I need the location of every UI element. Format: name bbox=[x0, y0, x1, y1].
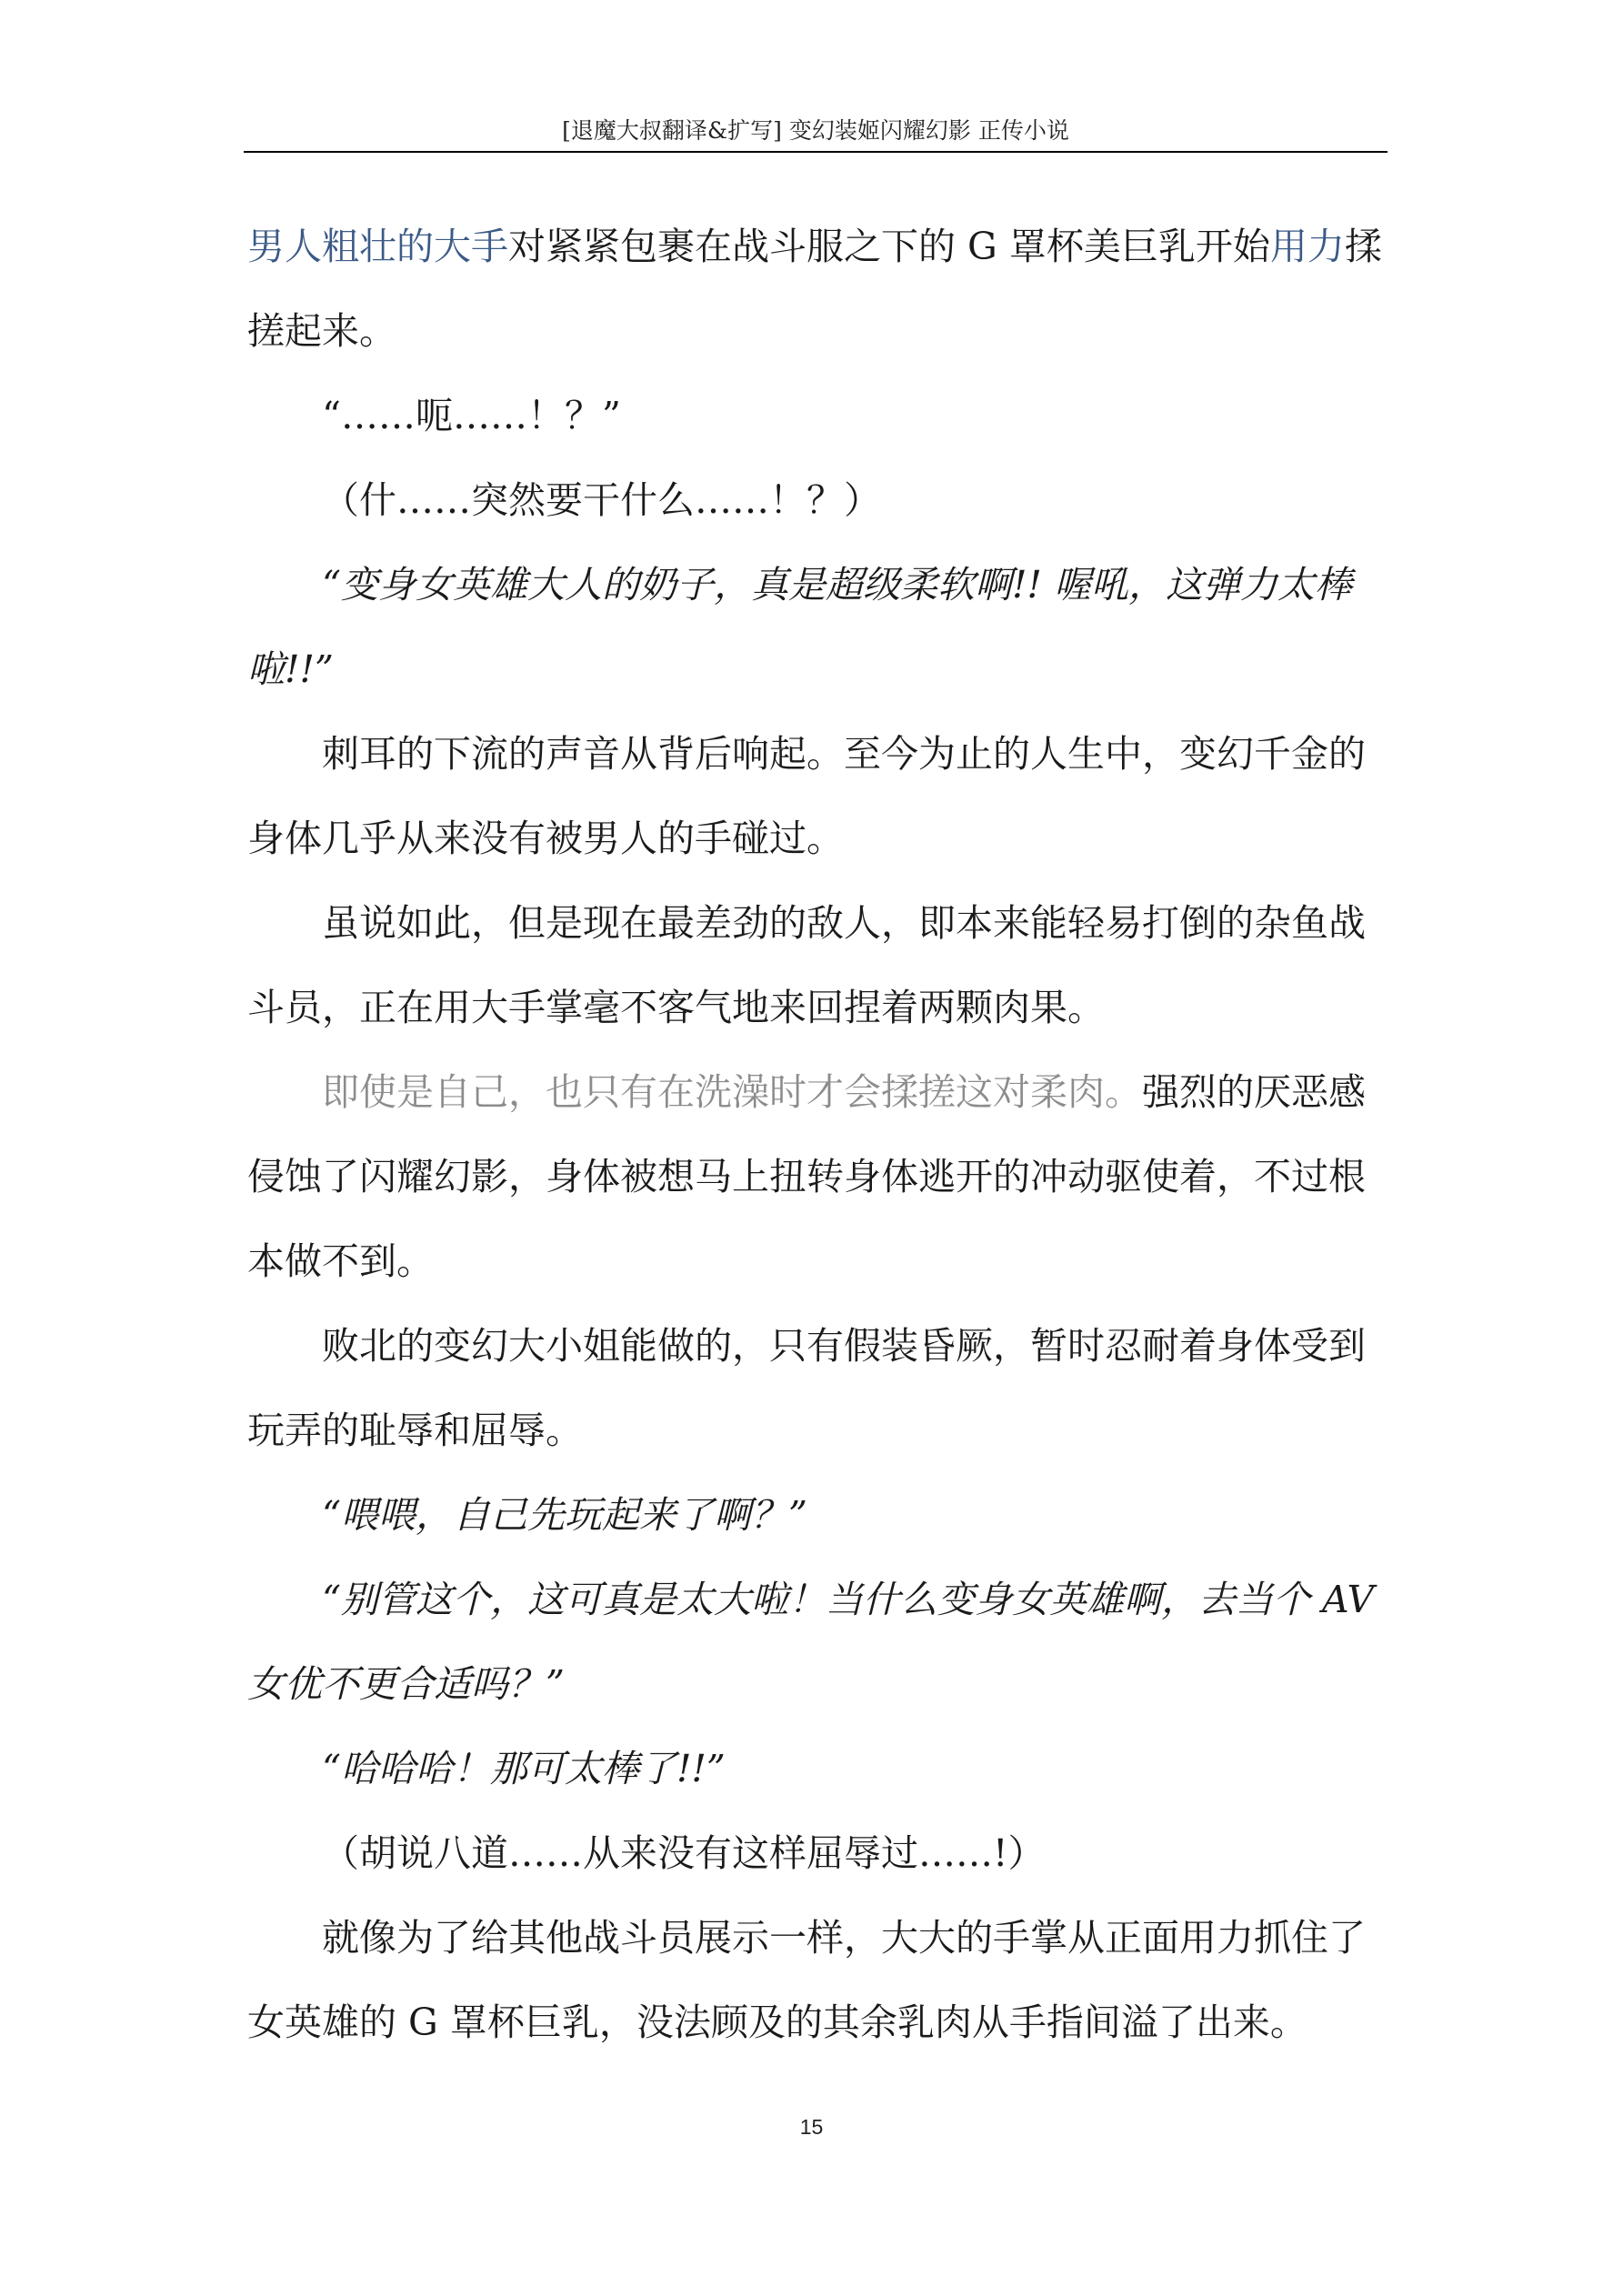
paragraph-10: “别管这个，这可真是太大啦！当什么变身女英雄啊，去当个 AV 女优不更合适吗？” bbox=[247, 1578, 1375, 1706]
paragraph-13: 就像为了给其他战斗员展示一样，大大的手掌从正面用力抓住了女英雄的 G 罩杯巨乳，没法顾及的其余乳肉从手指间溢了出来。 bbox=[247, 1916, 1366, 2044]
paragraph-text: 强烈的厌恶感侵蚀了闪耀幻影，身体被想马上扭转身体逃开的冲动驱使着，不过根本做不到。 bbox=[247, 1070, 1366, 1283]
paragraph-5: 刺耳的下流的声音从背后响起。至今为止的人生中，变幻千金的身体几乎从来没有被男人的手碰过。 bbox=[247, 732, 1366, 860]
document-body bbox=[247, 205, 1386, 2065]
paragraph-6: 虽说如此，但是现在最差劲的敌人，即本来能轻易打倒的杂鱼战斗员，正在用大手掌毫不客气地来回捏着两颗肉果。 bbox=[247, 901, 1366, 1029]
paragraph-4: “变身女英雄大人的奶子，真是超级柔软啊!! 喔吼，这弹力太棒啦!!” bbox=[247, 563, 1352, 691]
paragraph-text: 揉搓起来。 bbox=[247, 225, 1382, 353]
paragraph-3: （什……突然要干什么……！？） bbox=[322, 478, 881, 522]
page-header: [退魔大叔翻译&扩写] 变幻装姬闪耀幻影 正传小说 bbox=[562, 117, 1069, 144]
paragraph-9: “喂喂，自己先玩起来了啊？” bbox=[322, 1493, 807, 1537]
paragraph-1 bbox=[247, 205, 1386, 374]
page-number: 15 bbox=[799, 2115, 824, 2139]
paragraph-7 bbox=[247, 1050, 1386, 1304]
paragraph-text: 对紧紧包裹在战斗服之下的 G 罩杯美巨乳开始 bbox=[508, 225, 1270, 268]
paragraph-11: “哈哈哈！那可太棒了!!” bbox=[322, 1747, 726, 1790]
highlighted-text: 用力 bbox=[1269, 225, 1345, 268]
muted-text: 即使是自己，也只有在洗澡时才会揉搓这对柔肉。 bbox=[322, 1070, 1142, 1114]
paragraph-2: “……呃……！？” bbox=[322, 394, 621, 437]
paragraph-8: 败北的变幻大小姐能做的，只有假装昏厥，暂时忍耐着身体受到玩弄的耻辱和屈辱。 bbox=[247, 1324, 1366, 1452]
highlighted-text: 男人粗壮的大手 bbox=[247, 225, 508, 268]
header-rule bbox=[244, 151, 1388, 153]
paragraph-12: （胡说八道……从来没有这样屈辱过……!） bbox=[322, 1831, 1046, 1875]
